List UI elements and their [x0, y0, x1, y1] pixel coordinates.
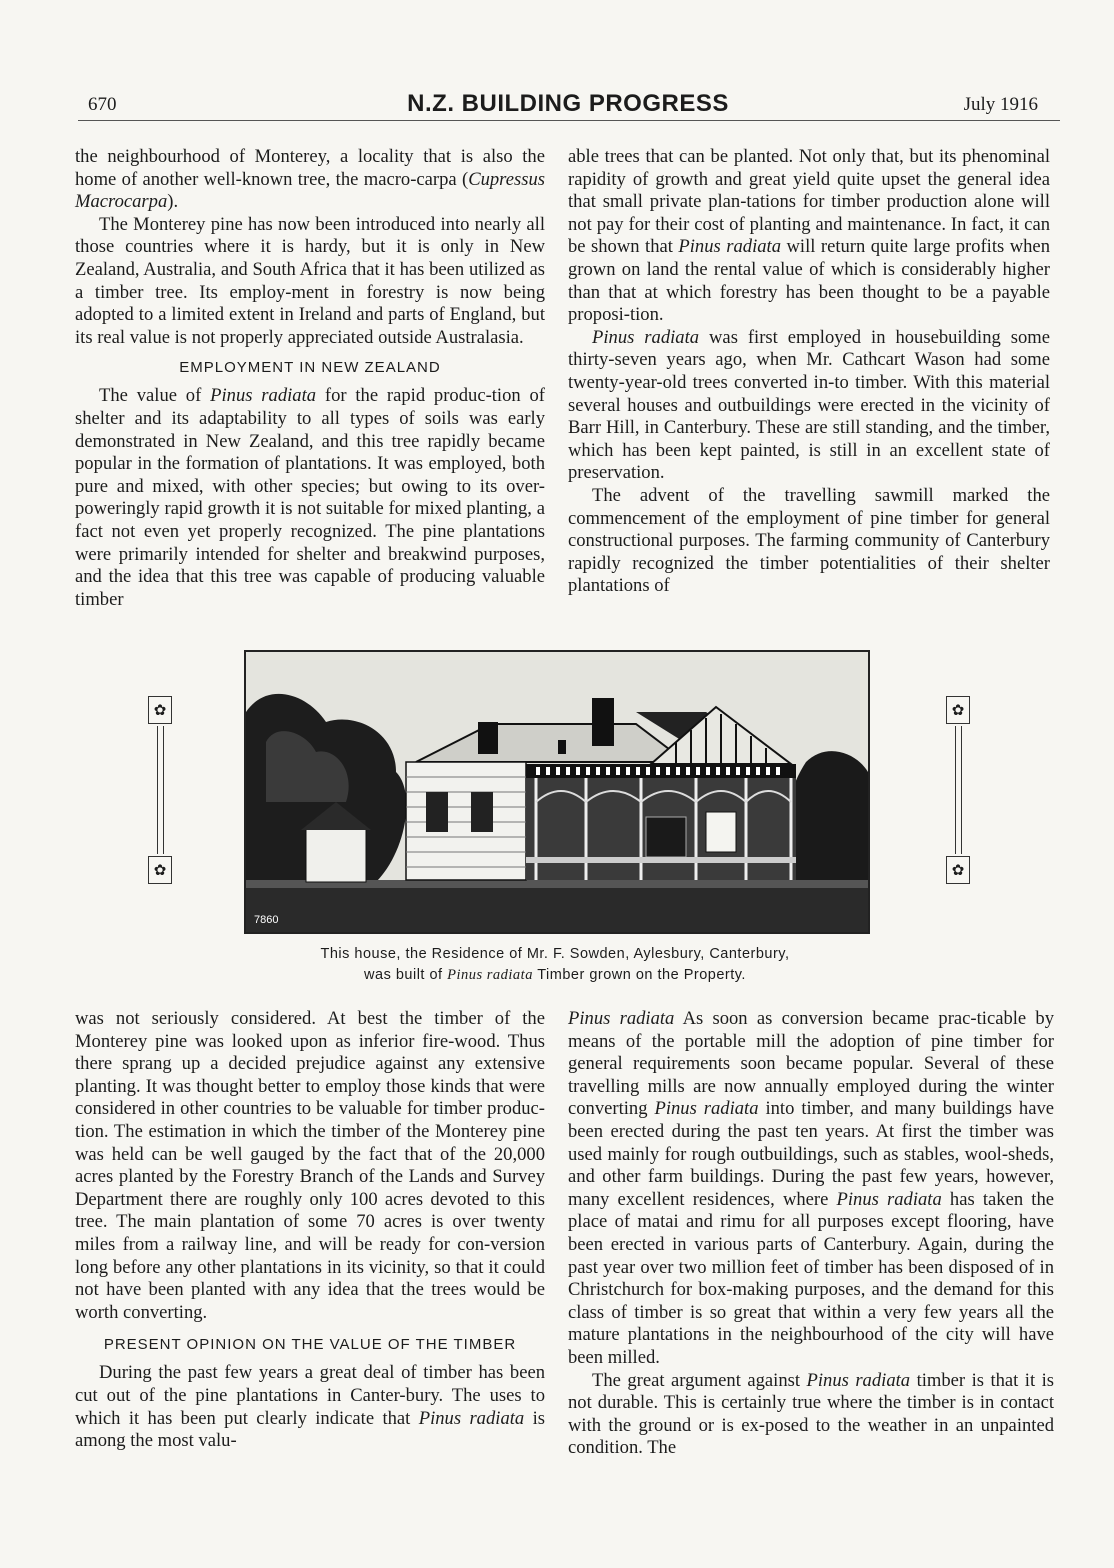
- ornament-border-left: [148, 696, 172, 884]
- flower-ornament-icon: ✿: [148, 856, 172, 884]
- running-header: [78, 88, 1058, 124]
- publication-title: N.Z. BUILDING PROGRESS: [407, 90, 729, 117]
- paragraph: the neighbourhood of Monterey, a locality that is also the home of another well-known tree, the macro-carpa (Cupressus Macrocarpa).: [75, 146, 545, 213]
- house-illustration: [246, 652, 868, 932]
- caption-line: This house, the Residence of Mr. F. Sowden, Aylesbury, Canterbury,: [320, 946, 790, 962]
- column-top-right: [568, 146, 1050, 598]
- ornament-border-right: [946, 696, 970, 884]
- flower-ornament-icon: ✿: [148, 696, 172, 724]
- section-heading: EMPLOYMENT IN NEW ZEALAND: [179, 359, 441, 377]
- header-rule: [78, 120, 1060, 121]
- flower-ornament-icon: ✿: [946, 856, 970, 884]
- plate-number: 7860: [254, 914, 279, 926]
- column-bottom-left: [75, 1008, 545, 1453]
- page-number: 670: [88, 94, 117, 115]
- paragraph: was not seriously considered. At best the timber of the Monterey pine was looked upon as inferior fire-wood. Thus there sprang up a decided prejudice against any extensive planting. It was thought better to employ those kinds that were considered in other countries to be valuable for timber produc-tion. The estimation in which the timber of the Monterey pine was held can be well gauged by the fact that of the 20,000 acres planted by the Forestry Branch of the Lands and Survey Department there are roughly only 100 acres devoted to this tree. The main plantation of some 70 acres is over twenty miles from a railway line, and will be ready for con-version long before any other plantations in its vicinity, so that it could not have been planted with any idea that the trees would be worth converting.: [75, 1008, 545, 1323]
- photo-caption: [230, 944, 880, 986]
- section-heading: PRESENT OPINION ON THE VALUE OF THE TIMBER: [103, 1336, 517, 1354]
- paragraph: The advent of the travelling sawmill marked the commencement of the employment of pine timber for general constructional purposes. The farming community of Canterbury rapidly recognized the timber potentialities of their shelter plantations of: [568, 484, 1050, 597]
- issue-date: July 1916: [963, 94, 1038, 115]
- paragraph: During the past few years a great deal of timber has been cut out of the pine plantations in Canter-bury. The uses to which it has been put clearly indicate that Pinus radiata is among the most valu-: [75, 1362, 545, 1452]
- house-photograph: [244, 650, 870, 934]
- paragraph: Pinus radiata As soon as conversion became prac-ticable by means of the portable mill the adoption of pine timber for general requirements soon became popular. Several of these travelling mills are now annually employed during the winter converting Pinus radiata into timber, and many buildings have been erected during the past ten years. At first the timber was used mainly for rough outbuildings, such as stables, wool-sheds, and other farm buildings. During the past few years, however, many excellent residences, where Pinus radiata has taken the place of matai and rimu for all purposes except flooring, have been erected in various parts of Canterbury. Again, during the past year over two million feet of timber has been disposed of in Christchurch for box-making purposes, and the demand for this class of timber is so great that within a very few years all the mature plantations in the neighbourhood of the city will have been milled.: [568, 1008, 1055, 1368]
- column-top-left: [75, 146, 545, 611]
- paragraph: The Monterey pine has now been introduced into nearly all those countries where it is hardy, but it is only in New Zealand, Australia, and South Africa that it has been utilized as a timber tree. Its employ-ment in forestry is now being adopted to a limited extent in Ireland and parts of England, but its real value is not properly appreciated outside Australasia.: [75, 213, 545, 348]
- caption-line: was built of Pinus radiata Timber grown on the Property.: [364, 967, 746, 983]
- flower-ornament-icon: ✿: [946, 696, 970, 724]
- paragraph: The great argument against Pinus radiata timber is that it is not durable. This is certainly true where the timber is in contact with the ground or is ex-posed to the weather in an unpainted condition. The: [568, 1369, 1054, 1459]
- column-bottom-right: [568, 1008, 1054, 1460]
- paragraph: Pinus radiata was first employed in housebuilding some thirty-seven years ago, when Mr. Cathcart Wason had some twenty-year-old trees converted in-to timber. With this material several houses and outbuildings were erected in the vicinity of Barr Hill, in Canterbury. These are still standing, and the timber, which has been kept painted, is still in an excellent state of preservation.: [568, 326, 1050, 484]
- paragraph: able trees that can be planted. Not only that, but its phenominal rapidity of growth and great yield quite upset the general idea that small private plan-tations for timber production alone will not pay for their cost of planting and maintenance. In fact, it can be shown that Pinus radiata will return quite large profits when grown on land the rental value of which is considerably higher than that at which forestry has been thought to be a payable proposi-tion.: [568, 146, 1050, 326]
- paragraph: The value of Pinus radiata for the rapid produc-tion of shelter and its adaptability to all types of soils was early demonstrated in New Zealand, and this tree rapidly became popular in the formation of plantations. It was employed, both pure and mixed, with other species; but owing to its over-poweringly rapid growth it is not suitable for mixed planting, a fact not even yet properly recognized. The pine plantations were primarily intended for shelter and breakwind purposes, and the idea that this tree was capable of producing valuable timber: [75, 385, 545, 610]
